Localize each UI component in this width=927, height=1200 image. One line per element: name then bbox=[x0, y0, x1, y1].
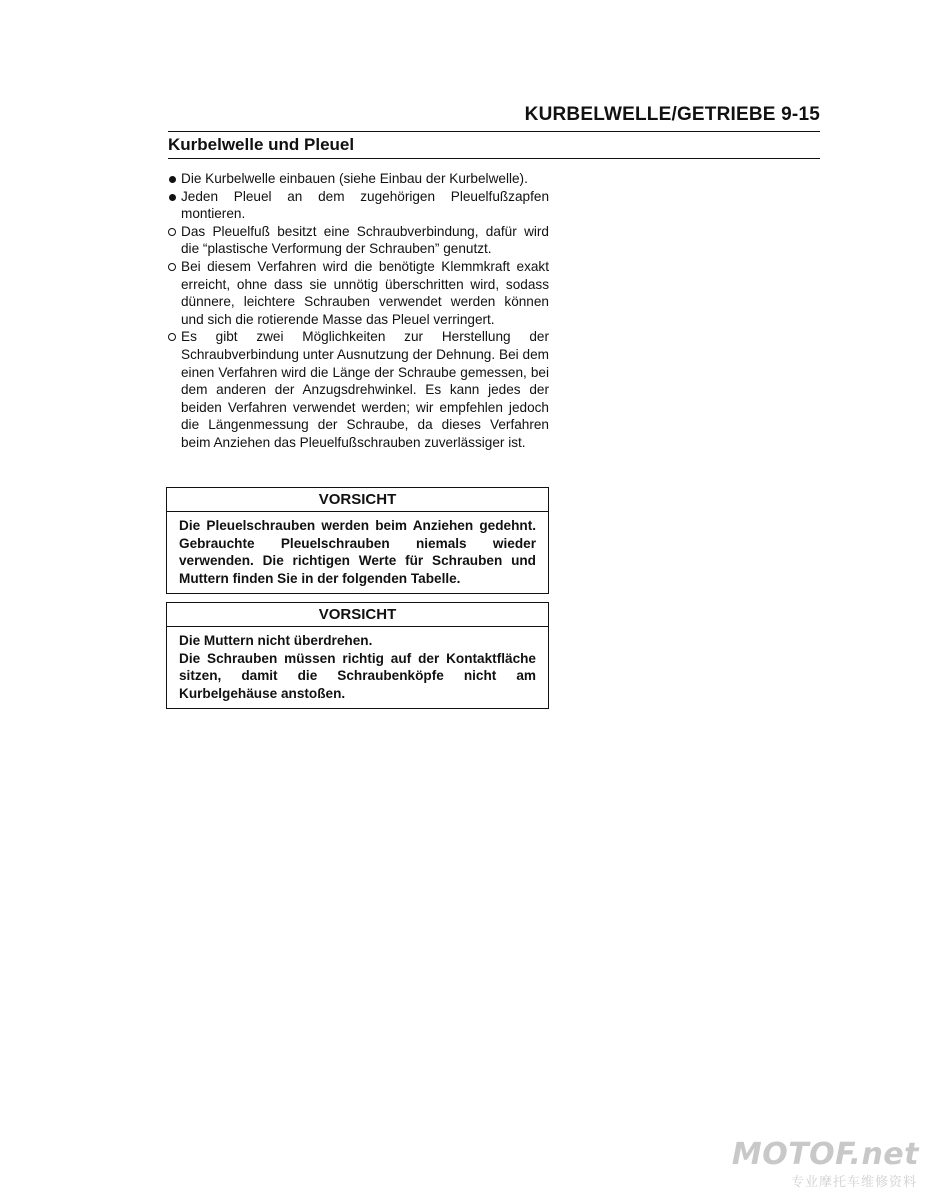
header-rule bbox=[168, 131, 820, 132]
circle-bullet-icon bbox=[168, 223, 180, 241]
bullet-icon bbox=[168, 170, 180, 188]
section-title: Kurbelwelle und Pleuel bbox=[168, 135, 355, 154]
caution-text bbox=[167, 627, 548, 708]
caution-heading: VORSICHT bbox=[167, 603, 548, 627]
list-item bbox=[168, 170, 549, 188]
caution-box-1 bbox=[166, 487, 549, 594]
page-title: KURBELWELLE/GETRIEBE 9-15 bbox=[524, 104, 820, 125]
caution-line: Die Schrauben müssen richtig auf der Kontaktfläche sitzen, damit die Schraubenköpfe nicht am Kurbelgehäuse anstoßen. bbox=[179, 650, 536, 701]
list-item bbox=[168, 223, 549, 258]
instruction-list bbox=[168, 170, 549, 452]
watermark-logo: MOTOF.net bbox=[731, 1137, 919, 1172]
list-item bbox=[168, 258, 549, 328]
list-item-text: Das Pleuelfuß besitzt eine Schraubverbindung, dafür wird die “plastische Verformung der Schrauben” genutzt. bbox=[181, 223, 549, 257]
list-item bbox=[168, 188, 549, 223]
watermark-tagline: 专业摩托车维修资料 bbox=[790, 1175, 917, 1190]
caution-box-2 bbox=[166, 602, 549, 709]
circle-bullet-icon bbox=[168, 258, 180, 276]
list-item-text: Bei diesem Verfahren wird die benötigte Klemmkraft exakt erreicht, ohne dass sie unnötig überschritten wird, sodass dünnere, leichtere Schrauben verwendet werden können und sich die rotierende Masse das Pleuel verringert. bbox=[181, 258, 549, 327]
list-item-text: Jeden Pleuel an dem zugehörigen Pleuelfußzapfen montieren. bbox=[181, 188, 549, 222]
caution-heading: VORSICHT bbox=[167, 488, 548, 512]
list-item-text: Die Kurbelwelle einbauen (siehe Einbau der Kurbelwelle). bbox=[181, 171, 528, 186]
caution-line: Die Muttern nicht überdrehen. bbox=[179, 633, 373, 648]
circle-bullet-icon bbox=[168, 328, 180, 346]
list-item-text: Es gibt zwei Möglichkeiten zur Herstellung der Schraubverbindung unter Ausnutzung der Dehnung. Bei dem einen Verfahren wird die Länge der Schraube gemessen, bei dem anderen der Anzugsdrehwinkel. Es kann jedes der beiden Verfahren verwendet werden; wir empfehlen jedoch die Längenmessung der Schraube, da dieses Verfahren beim Anziehen das Pleuelfußschrauben zuverlässiger ist. bbox=[181, 329, 549, 450]
bullet-icon bbox=[168, 188, 180, 206]
list-item bbox=[168, 328, 549, 451]
caution-text: Die Pleuelschrauben werden beim Anziehen gedehnt. Gebrauchte Pleuelschrauben niemals wieder verwenden. Die richtigen Werte für Schrauben und Muttern finden Sie in der folgenden Tabelle. bbox=[179, 518, 536, 586]
section-rule bbox=[168, 158, 820, 159]
